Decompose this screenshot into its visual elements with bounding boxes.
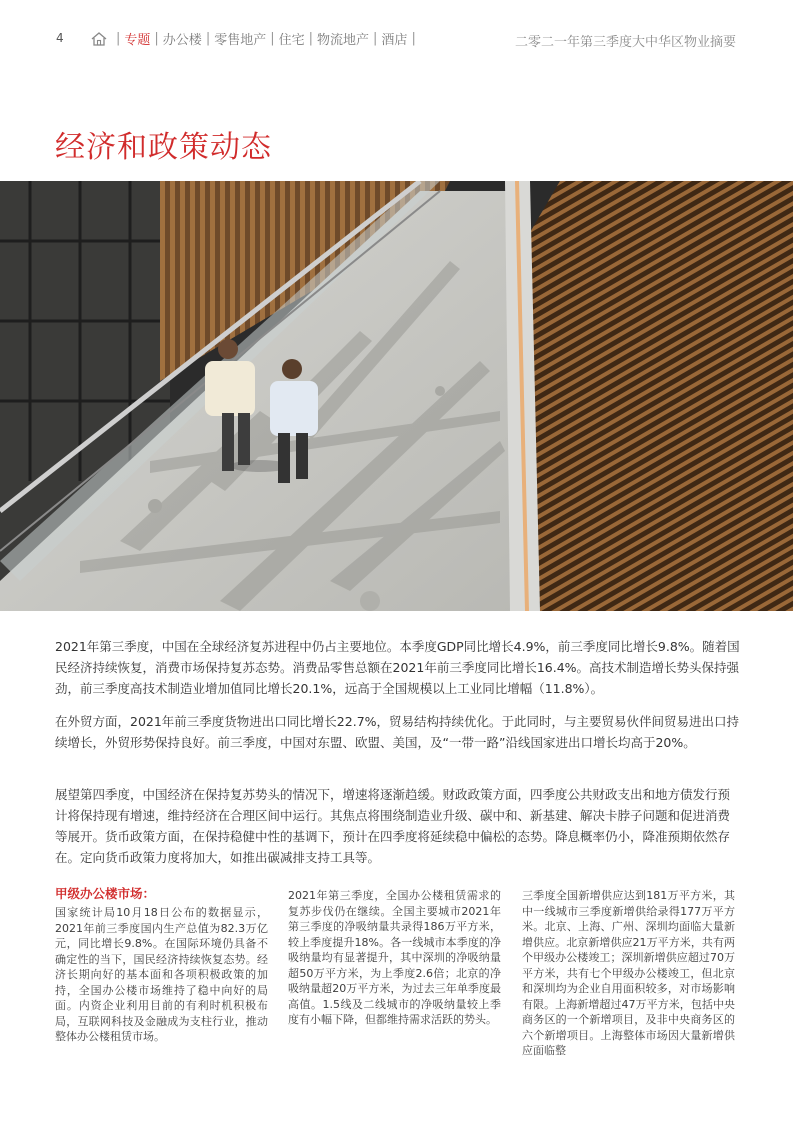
section-nav (90, 29, 420, 48)
office-column-3 (522, 888, 735, 1078)
nav-separator: | (154, 31, 159, 46)
section-heading: 甲级办公楼市场： (55, 886, 156, 901)
office-column-1 (55, 885, 268, 1067)
nav-separator: | (205, 31, 211, 46)
office-column-2 (288, 888, 501, 1078)
home-icon[interactable] (90, 31, 108, 47)
column-text: 国家统计局10月18日公布的数据显示，2021年前三季度国内生产总值为82.3万亿元，同比增长9.8%。在国际环境仍具备不确定性的当下，国民经济持续恢复态势。经济长期向好的基本面和各项积极政策的加持，全国办公楼市场维持了稳中向好的局面。内资企业利用目前的有利时机积极布局，互联网科技及金融成为支柱行业，推动整体办公楼租赁市场。 (55, 906, 268, 1043)
nav-separator: | (373, 31, 378, 46)
document-title: 二零二一年第三季度大中华区物业摘要 (514, 35, 736, 50)
intro-paragraph-1: 2021年第三季度，中国在全球经济复苏进程中仍占主要地位。本季度GDP同比增长4.9%，前三季度同比增长9.8%。随着国民经济持续恢复，消费市场保持复苏态势。消费品零售总额在2021年前三季度同比增长16.4%。高技术制造增长势头保持强劲，前三季度高技术制造业增加值同比增长20.1%，远高于全国规模以上工业同比增幅（11.8%）。 (55, 639, 740, 696)
nav-item-special[interactable]: 专题 (124, 33, 151, 48)
nav-item-residential[interactable]: 住宅 (278, 33, 305, 48)
page-number: 4 (56, 31, 64, 45)
nav-separator: | (411, 31, 416, 46)
page-title: 经济和政策动态 (55, 130, 272, 165)
nav-separator: | (116, 31, 121, 46)
nav-separator: | (308, 31, 314, 46)
column-text: 2021年第三季度，全国办公楼租赁需求的复苏步伐仍在继续。全国主要城市2021年第三季度的净吸纳量共录得186万平方米，较上季度提升18%。各一线城市本季度的净吸纳量均有显著提升，其中深圳的净吸纳量超50万平方米，为上季度2.6倍；北京的净吸纳量超20万平方米，为过去三年单季度最高值。1.5线及二线城市的净吸纳量较上季度有小幅下降，但都维持需求活跃的势头。 (288, 889, 501, 1026)
hero-photo (0, 181, 793, 611)
page-header (0, 28, 793, 50)
intro-paragraph-3: 展望第四季度，中国经济在保持复苏势头的情况下，增速将逐渐趋缓。财政政策方面，四季度公共财政支出和地方债发行预计将保持现有增速，维持经济在合理区间中运行。其焦点将围绕制造业升级、碳中和、新基建、解决卡脖子问题和促进消费等展开。货币政策方面，在保持稳健中性的基调下，预计在四季度将延续稳中偏松的态势。降息概率仍小，降准预期依然存在。定向货币政策力度将加大，如推出碳减排支持工具等。 (55, 787, 731, 865)
nav-item-office[interactable]: 办公楼 (162, 33, 202, 48)
nav-item-logistics[interactable]: 物流地产 (317, 33, 370, 48)
nav-item-hotel[interactable]: 酒店 (381, 33, 408, 48)
intro-paragraph-2: 在外贸方面，2021年前三季度货物进出口同比增长22.7%，贸易结构持续优化。于此同时，与主要贸易伙伴间贸易进出口持续增长，外贸形势保持良好。前三季度，中国对东盟、欧盟、美国，及“一带一路”沿线国家进出口增长均高于20%。 (55, 714, 740, 750)
nav-item-retail[interactable]: 零售地产 (214, 33, 267, 48)
column-text: 三季度全国新增供应达到181万平方米，其中一线城市三季度新增供给录得177万平方米。北京、上海、广州、深圳均面临大量新增供应。北京新增供应21万平方米，共有两个甲级办公楼竣工；深圳新增供应超过70万平方米，共有七个甲级办公楼竣工，但北京和深圳均为企业自用面积较多，对市场影响有限。上海新增超过47万平方米，包括中央商务区的一个新增项目，及非中央商务区的六个新增项目。上海整体市场因大量新增供应面临整 (522, 889, 735, 1057)
nav-separator: | (270, 31, 275, 46)
